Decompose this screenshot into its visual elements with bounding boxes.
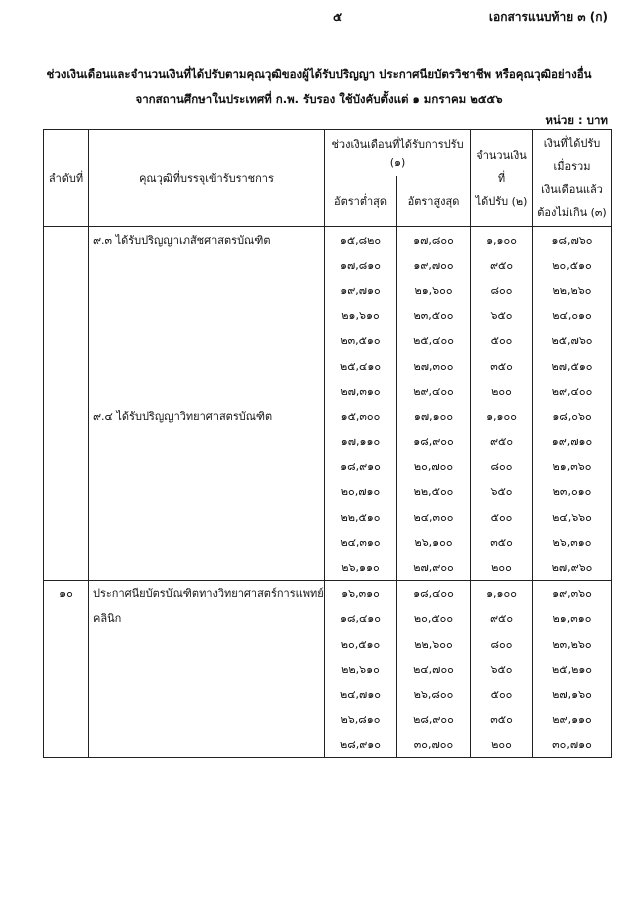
cell-qualification: ประกาศนียบัตรบัณฑิตทางวิทยาศาสตร์การแพทย์ — [89, 580, 325, 606]
cell-qualification — [89, 378, 325, 403]
cell-adjust-amount: ๖๕๐ — [471, 303, 533, 328]
cell-min-rate: ๑๗,๑๑๐ — [325, 429, 397, 454]
cell-max-rate: ๒๖,๘๐๐ — [397, 681, 471, 706]
document-title-line1: ช่วงเงินเดือนและจำนวนเงินที่ได้ปรับตามคุณวุฒิของผู้ได้รับปริญญา ประกาศนียบัตรวิชาชีพ หรือคุณวุฒิอย่างอื่น — [46, 67, 592, 81]
cell-max-rate: ๒๒,๕๐๐ — [397, 479, 471, 504]
cell-adjust-amount: ๒๐๐ — [471, 732, 533, 758]
table-row — [44, 606, 612, 631]
cell-min-rate: ๑๕,๘๒๐ — [325, 227, 397, 253]
cell-no — [44, 732, 89, 758]
cell-max-rate: ๑๗,๘๐๐ — [397, 227, 471, 253]
cell-min-rate: ๒๖,๘๑๐ — [325, 707, 397, 732]
cell-no — [44, 252, 89, 277]
cell-min-rate: ๒๗,๓๑๐ — [325, 378, 397, 403]
cell-max-total: ๒๑,๓๖๐ — [533, 454, 612, 479]
cell-max-total: ๒๓,๐๑๐ — [533, 479, 612, 504]
cell-adjust-amount: ๑,๑๐๐ — [471, 227, 533, 253]
header-range-group: ช่วงเงินเดือนที่ได้รับการปรับ (๑) — [325, 130, 471, 177]
cell-no — [44, 707, 89, 732]
table-row — [44, 529, 612, 554]
cell-max-rate: ๑๘,๙๐๐ — [397, 429, 471, 454]
cell-no — [44, 479, 89, 504]
cell-adjust-amount: ๕๐๐ — [471, 681, 533, 706]
table-row — [44, 454, 612, 479]
attachment-label: เอกสารแนบท้าย ๓ (ก) — [488, 10, 608, 24]
cell-max-total: ๒๕,๗๖๐ — [533, 328, 612, 353]
cell-max-total: ๒๒,๒๖๐ — [533, 277, 612, 302]
cell-qualification — [89, 353, 325, 378]
cell-no — [44, 554, 89, 580]
table-row — [44, 227, 612, 253]
cell-no — [44, 529, 89, 554]
cell-max-rate: ๑๗,๑๐๐ — [397, 403, 471, 428]
cell-min-rate: ๒๔,๓๑๐ — [325, 529, 397, 554]
table-body — [44, 227, 612, 758]
header-adjust-line2: ได้ปรับ (๒) — [475, 194, 528, 208]
table-row — [44, 328, 612, 353]
cell-min-rate: ๒๑,๖๑๐ — [325, 303, 397, 328]
header-qualification: คุณวุฒิที่บรรจุเข้ารับราชการ — [89, 130, 325, 227]
cell-max-total: ๑๘,๐๖๐ — [533, 403, 612, 428]
cell-max-rate: ๒๐,๗๐๐ — [397, 454, 471, 479]
cell-min-rate: ๒๖,๑๑๐ — [325, 554, 397, 580]
cell-min-rate: ๑๙,๗๑๐ — [325, 277, 397, 302]
header-no: ลำดับที่ — [44, 130, 89, 227]
table-row — [44, 479, 612, 504]
cell-max-total: ๒๓,๒๖๐ — [533, 631, 612, 656]
cell-max-rate: ๒๓,๕๐๐ — [397, 303, 471, 328]
cell-qualification — [89, 656, 325, 681]
cell-no — [44, 681, 89, 706]
cell-qualification — [89, 277, 325, 302]
cell-adjust-amount: ๒๐๐ — [471, 554, 533, 580]
cell-qualification: ๙.๓ ได้รับปริญญาเภสัชศาสตรบัณฑิต — [89, 227, 325, 253]
cell-max-rate: ๒๖,๑๐๐ — [397, 529, 471, 554]
header-total-line3: เงินเดือนแล้ว — [541, 183, 603, 196]
cell-max-rate: ๑๙,๗๐๐ — [397, 252, 471, 277]
cell-min-rate: ๒๔,๗๑๐ — [325, 681, 397, 706]
cell-max-rate: ๒๔,๓๐๐ — [397, 504, 471, 529]
table-row — [44, 353, 612, 378]
cell-min-rate: ๑๘,๔๑๐ — [325, 606, 397, 631]
cell-max-total: ๒๗,๕๑๐ — [533, 353, 612, 378]
cell-no — [44, 454, 89, 479]
cell-no — [44, 328, 89, 353]
cell-adjust-amount: ๓๕๐ — [471, 707, 533, 732]
table-row — [44, 378, 612, 403]
header-total — [533, 130, 612, 227]
cell-adjust-amount: ๓๕๐ — [471, 529, 533, 554]
cell-no — [44, 353, 89, 378]
cell-qualification — [89, 681, 325, 706]
table-row — [44, 303, 612, 328]
cell-min-rate: ๑๕,๓๐๐ — [325, 403, 397, 428]
cell-min-rate: ๑๗,๘๑๐ — [325, 252, 397, 277]
cell-no — [44, 631, 89, 656]
cell-no: ๑๐ — [44, 580, 89, 606]
cell-no — [44, 606, 89, 631]
cell-no — [44, 378, 89, 403]
cell-adjust-amount: ๘๐๐ — [471, 277, 533, 302]
cell-max-rate: ๒๒,๖๐๐ — [397, 631, 471, 656]
cell-adjust-amount: ๙๕๐ — [471, 606, 533, 631]
cell-qualification — [89, 429, 325, 454]
cell-max-rate: ๒๗,๓๐๐ — [397, 353, 471, 378]
cell-adjust-amount: ๕๐๐ — [471, 328, 533, 353]
document-title-line2: จากสถานศึกษาในประเทศที่ ก.พ. รับรอง ใช้บังคับตั้งแต่ ๑ มกราคม ๒๕๕๖ — [135, 92, 503, 106]
cell-max-total: ๒๖,๓๑๐ — [533, 529, 612, 554]
cell-max-total: ๒๐,๕๑๐ — [533, 252, 612, 277]
header-adjust-line1: จำนวนเงินที่ — [476, 148, 527, 185]
cell-max-total: ๒๙,๑๑๐ — [533, 707, 612, 732]
header-total-line2: เมื่อรวม — [553, 160, 591, 173]
cell-qualification — [89, 328, 325, 353]
cell-qualification — [89, 631, 325, 656]
cell-no — [44, 303, 89, 328]
cell-adjust-amount: ๑,๑๐๐ — [471, 403, 533, 428]
header-adjust — [471, 130, 533, 227]
table-row — [44, 252, 612, 277]
cell-max-rate: ๒๗,๙๐๐ — [397, 554, 471, 580]
cell-min-rate: ๑๖,๓๑๐ — [325, 580, 397, 606]
cell-min-rate: ๒๒,๖๑๐ — [325, 656, 397, 681]
cell-no — [44, 277, 89, 302]
header-min: อัตราต่ำสุด — [325, 176, 397, 227]
cell-adjust-amount: ๕๐๐ — [471, 504, 533, 529]
cell-qualification: ๙.๔ ได้รับปริญญาวิทยาศาสตรบัณฑิต — [89, 403, 325, 428]
cell-adjust-amount: ๙๕๐ — [471, 252, 533, 277]
cell-max-total: ๒๔,๐๑๐ — [533, 303, 612, 328]
header-total-line1: เงินที่ได้ปรับ — [543, 137, 601, 150]
cell-max-total: ๒๙,๔๐๐ — [533, 378, 612, 403]
cell-min-rate: ๒๓,๕๑๐ — [325, 328, 397, 353]
cell-qualification: คลินิก — [89, 606, 325, 631]
cell-max-total: ๑๙,๗๑๐ — [533, 429, 612, 454]
cell-adjust-amount: ๘๐๐ — [471, 454, 533, 479]
cell-qualification — [89, 554, 325, 580]
cell-max-rate: ๒๔,๗๐๐ — [397, 656, 471, 681]
cell-qualification — [89, 504, 325, 529]
cell-max-rate: ๒๕,๔๐๐ — [397, 328, 471, 353]
cell-qualification — [89, 529, 325, 554]
cell-max-total: ๒๗,๙๖๐ — [533, 554, 612, 580]
salary-table — [43, 129, 612, 758]
cell-adjust-amount: ๑,๑๐๐ — [471, 580, 533, 606]
table-row — [44, 554, 612, 580]
cell-adjust-amount: ๙๕๐ — [471, 429, 533, 454]
header-max: อัตราสูงสุด — [397, 176, 471, 227]
cell-qualification — [89, 454, 325, 479]
table-row — [44, 681, 612, 706]
cell-adjust-amount: ๖๕๐ — [471, 479, 533, 504]
cell-min-rate: ๑๘,๙๑๐ — [325, 454, 397, 479]
cell-no — [44, 429, 89, 454]
cell-max-total: ๑๙,๓๖๐ — [533, 580, 612, 606]
table-row — [44, 403, 612, 428]
cell-min-rate: ๒๒,๕๑๐ — [325, 504, 397, 529]
cell-max-rate: ๑๘,๔๐๐ — [397, 580, 471, 606]
cell-no — [44, 504, 89, 529]
cell-min-rate: ๒๐,๕๑๐ — [325, 631, 397, 656]
cell-max-rate: ๒๐,๕๐๐ — [397, 606, 471, 631]
cell-max-total: ๑๘,๗๖๐ — [533, 227, 612, 253]
cell-max-total: ๒๗,๑๖๐ — [533, 681, 612, 706]
table-row — [44, 631, 612, 656]
cell-no — [44, 656, 89, 681]
cell-qualification — [89, 252, 325, 277]
cell-adjust-amount: ๒๐๐ — [471, 378, 533, 403]
table-row — [44, 580, 612, 606]
table-row — [44, 504, 612, 529]
cell-adjust-amount: ๓๕๐ — [471, 353, 533, 378]
unit-label: หน่วย : บาท — [545, 113, 608, 127]
table-row — [44, 429, 612, 454]
cell-no — [44, 403, 89, 428]
cell-adjust-amount: ๘๐๐ — [471, 631, 533, 656]
cell-min-rate: ๒๕,๔๑๐ — [325, 353, 397, 378]
cell-qualification — [89, 479, 325, 504]
header-total-line4: ต้องไม่เกิน (๓) — [537, 206, 607, 219]
cell-max-total: ๒๑,๓๑๐ — [533, 606, 612, 631]
cell-max-rate: ๒๑,๖๐๐ — [397, 277, 471, 302]
page-number: ๕ — [333, 10, 343, 24]
cell-max-total: ๒๔,๖๖๐ — [533, 504, 612, 529]
cell-min-rate: ๒๘,๙๑๐ — [325, 732, 397, 758]
table-row — [44, 656, 612, 681]
cell-max-total: ๒๕,๒๑๐ — [533, 656, 612, 681]
cell-max-rate: ๒๙,๔๐๐ — [397, 378, 471, 403]
table-row — [44, 707, 612, 732]
table-row — [44, 732, 612, 758]
cell-max-rate: ๒๘,๙๐๐ — [397, 707, 471, 732]
cell-no — [44, 227, 89, 253]
cell-adjust-amount: ๖๕๐ — [471, 656, 533, 681]
cell-qualification — [89, 707, 325, 732]
cell-min-rate: ๒๐,๗๑๐ — [325, 479, 397, 504]
cell-max-rate: ๓๐,๗๐๐ — [397, 732, 471, 758]
cell-qualification — [89, 303, 325, 328]
table-row — [44, 277, 612, 302]
cell-qualification — [89, 732, 325, 758]
cell-max-total: ๓๐,๗๑๐ — [533, 732, 612, 758]
